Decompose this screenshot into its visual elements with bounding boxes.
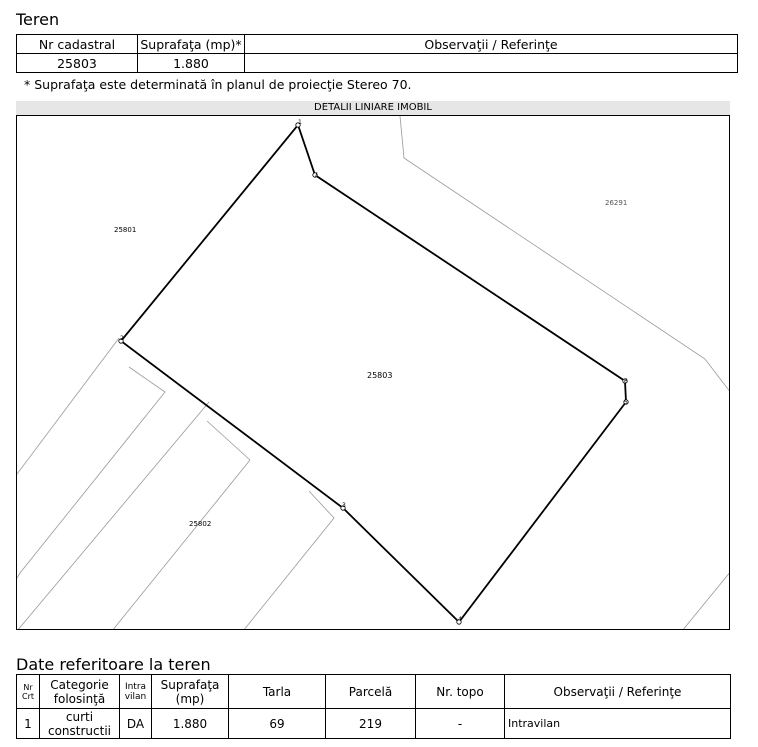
header-observatii-date: Observaţii / Referinţe <box>505 675 731 709</box>
cell-nr-topo: - <box>416 709 505 739</box>
header-tarla: Tarla <box>229 675 326 709</box>
cell-suprafata-date: 1.880 <box>152 709 229 739</box>
parcel-label-25802: 25802 <box>189 520 212 528</box>
cell-intravilan: DA <box>120 709 152 739</box>
vertex-label-6: 6 <box>624 378 628 385</box>
header-nr-topo: Nr. topo <box>416 675 505 709</box>
header-suprafata-date: Suprafaţa (mp) <box>152 675 229 709</box>
cell-nr-cadastral: 25803 <box>17 54 138 73</box>
header-nr-crt: Nr Crt <box>17 675 40 709</box>
vertex-label-7: 7 <box>314 172 318 179</box>
cell-observatii-date: Intravilan <box>505 709 731 739</box>
header-observatii: Observaţii / Referinţe <box>245 35 738 54</box>
footnote: * Suprafaţa este determinată în planul de proiecţie Stereo 70. <box>24 77 412 92</box>
plan-caption: DETALII LINIARE IMOBIL <box>16 101 730 115</box>
vertex-label-4: 4 <box>458 616 462 623</box>
header-categorie: Categorie folosinţă <box>40 675 120 709</box>
teren-table <box>16 34 738 73</box>
parcel-label-26291: 26291 <box>605 199 628 207</box>
vertex-label-5: 5 <box>624 399 628 406</box>
cell-observatii <box>245 54 738 73</box>
cell-parcela: 219 <box>326 709 416 739</box>
section-title-date: Date referitoare la teren <box>16 655 211 674</box>
section-title-teren: Teren <box>16 10 60 29</box>
cadastral-plan <box>16 115 730 630</box>
cell-suprafata: 1.880 <box>138 54 245 73</box>
cell-categorie: curti constructii <box>40 709 120 739</box>
header-parcela: Parcelă <box>326 675 416 709</box>
vertex-label-2: 2 <box>120 335 124 342</box>
plan-drawing <box>17 116 730 630</box>
date-table <box>16 674 731 739</box>
cell-tarla: 69 <box>229 709 326 739</box>
vertex-label-3: 3 <box>342 502 346 509</box>
parcel-label-25803: 25803 <box>367 371 393 380</box>
header-suprafata: Suprafaţa (mp)* <box>138 35 245 54</box>
header-intravilan: Intra vilan <box>120 675 152 709</box>
vertex-label-1: 1 <box>298 119 302 126</box>
parcel-label-25801: 25801 <box>114 226 137 234</box>
header-nr-cadastral: Nr cadastral <box>17 35 138 54</box>
cell-nr-crt: 1 <box>17 709 40 739</box>
